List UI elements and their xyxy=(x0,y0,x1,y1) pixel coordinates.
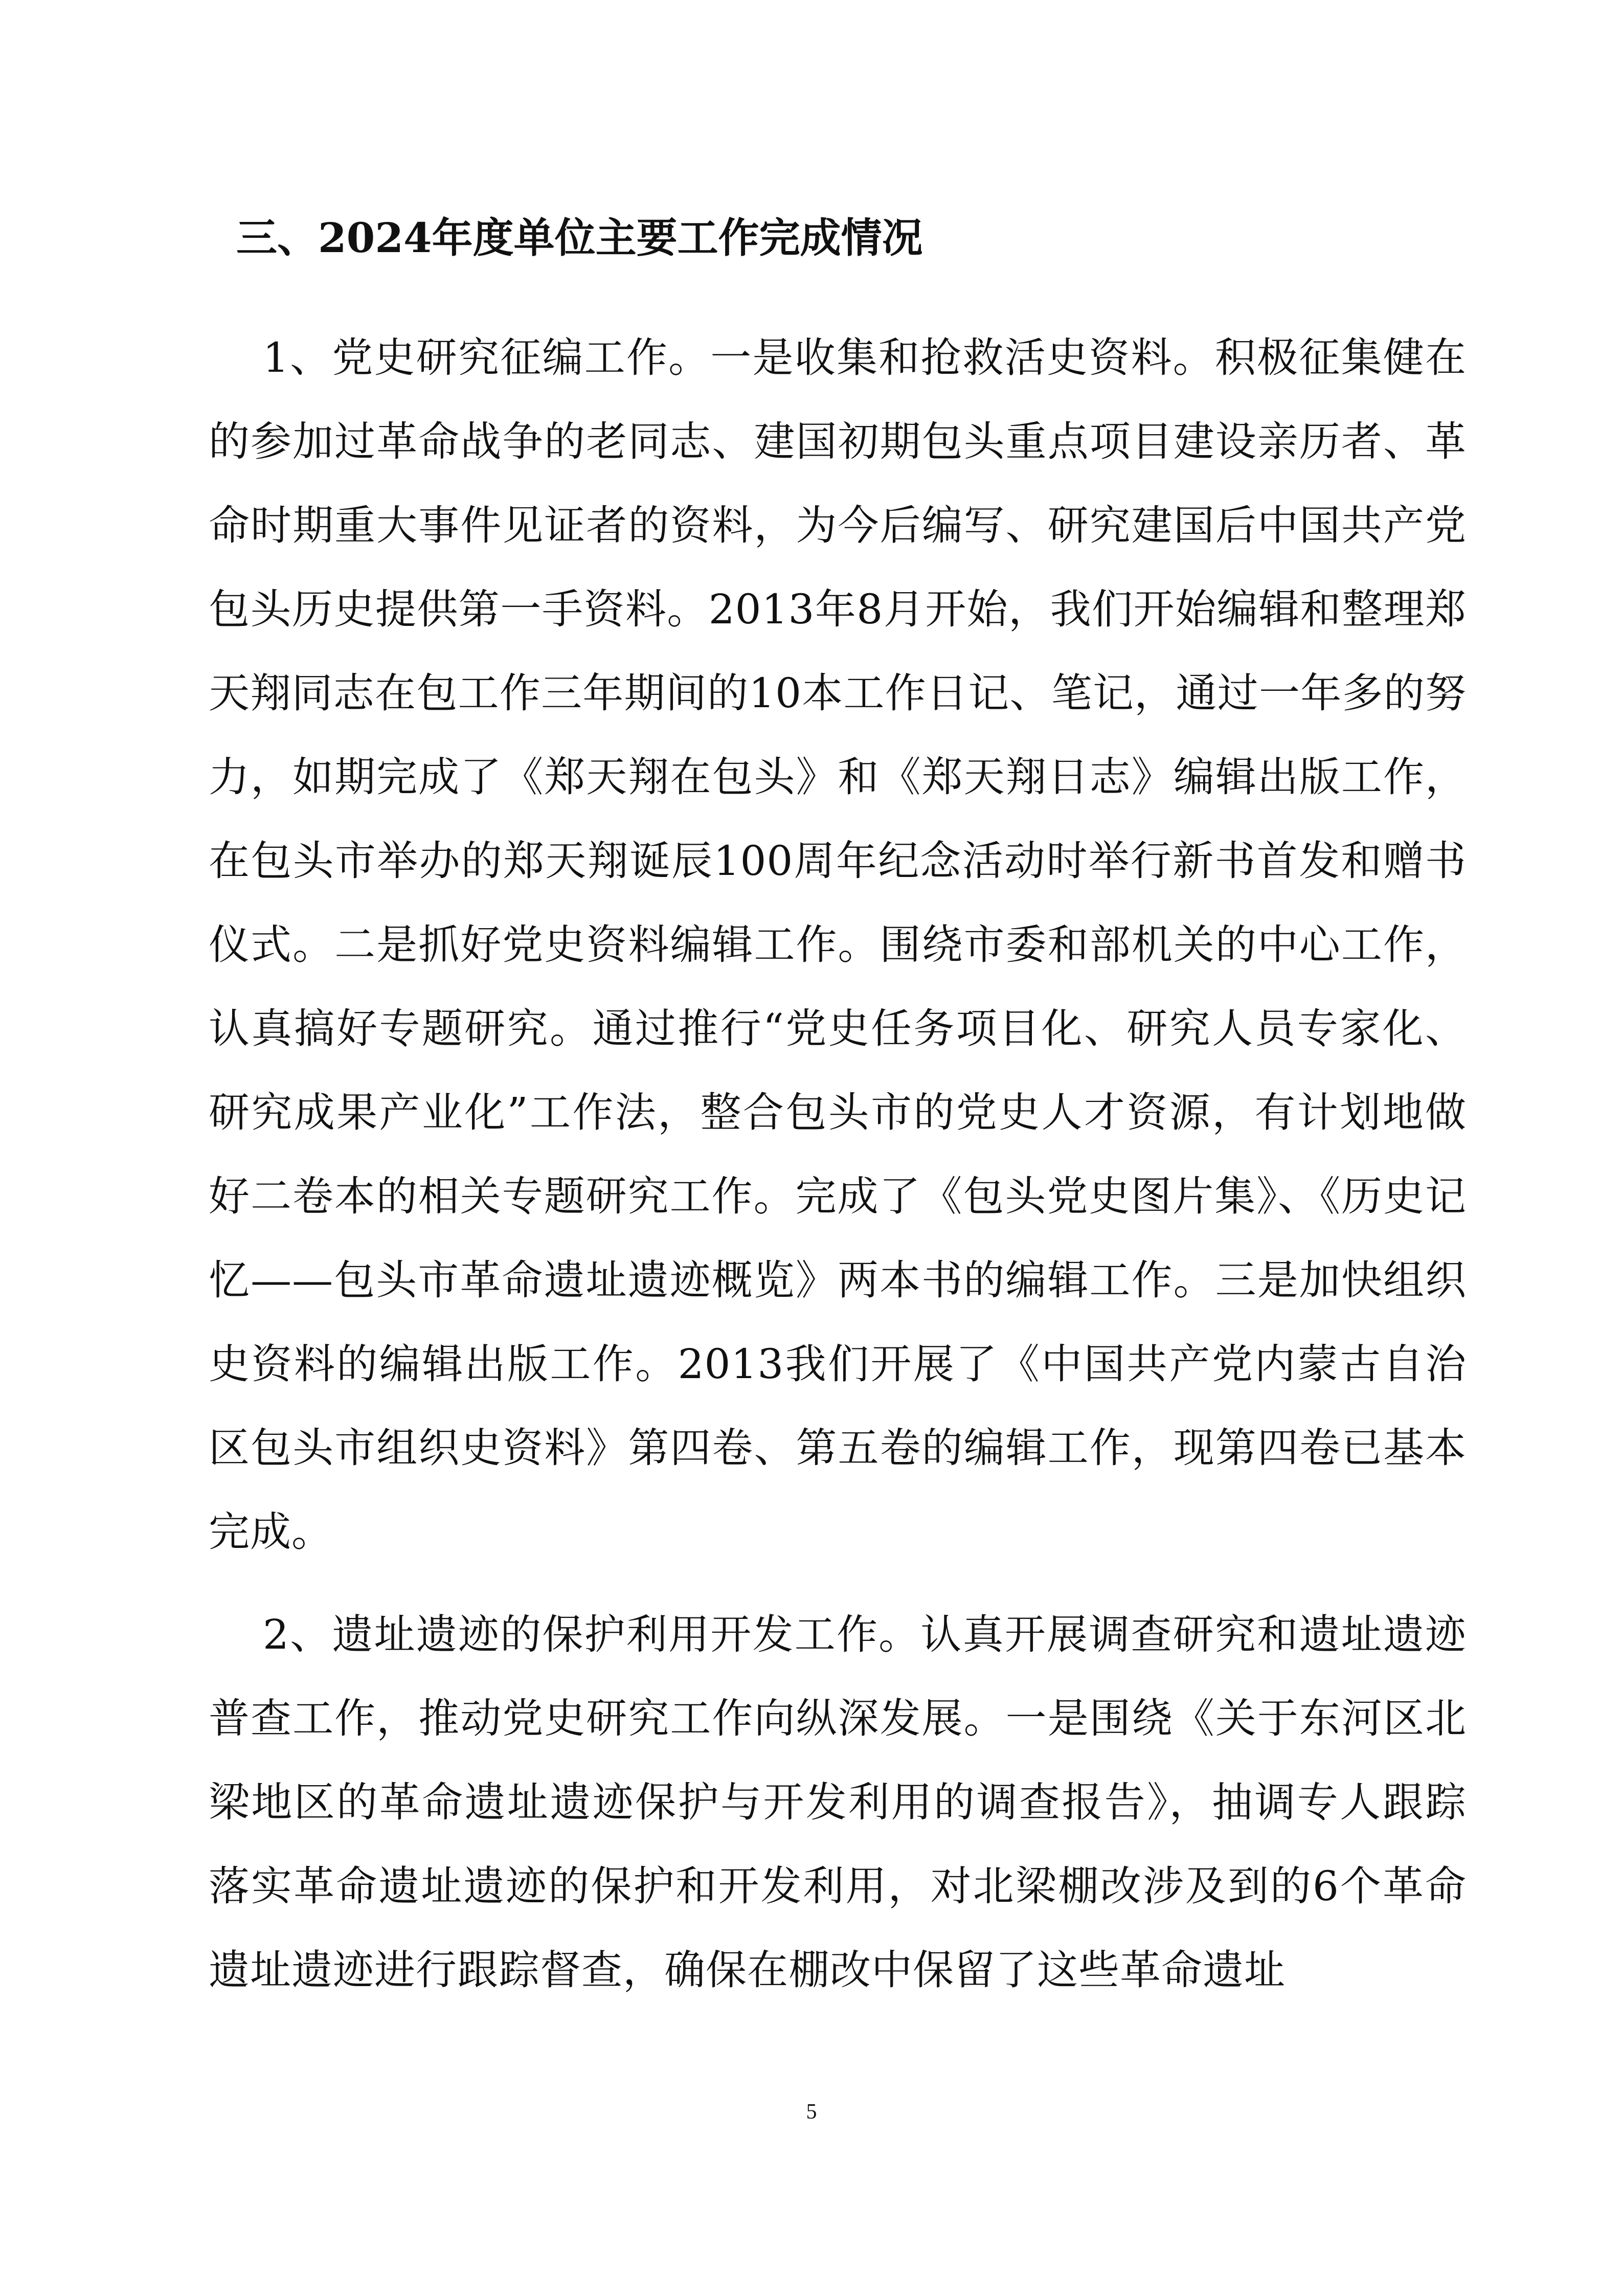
section-heading: 三、2024年度单位主要工作完成情况 xyxy=(236,214,923,262)
paragraph-heritage-site-protection: 2、遗址遗迹的保护利用开发工作。认真开展调查研究和遗址遗迹普查工作，推动党史研究工作向纵深发展。一是围绕《关于东河区北梁地区的革命遗址遗迹保护与开发利用的调查报告》，抽调专人跟踪落实革命遗址遗迹的保护和开发利用，对北梁棚改涉及到的6个革命遗址遗迹进行跟踪督查，确保在棚改中保留了这些革命遗址 xyxy=(209,1611,1467,1994)
paragraph-party-history-compilation: 1、党史研究征编工作。一是收集和抢救活史资料。积极征集健在的参加过革命战争的老同志、建国初期包头重点项目建设亲历者、革命时期重大事件见证者的资料，为今后编写、研究建国后中国共产党包头历史提供第一手资料。2013年8月开始，我们开始编辑和整理郑天翔同志在包工作三年期间的10本工作日记、笔记，通过一年多的努力，如期完成了《郑天翔在包头》和《郑天翔日志》编辑出版工作，在包头市举办的郑天翔诞辰100周年纪念活动时举行新书首发和赠书仪式。二是抓好党史资料编辑工作。围绕市委和部机关的中心工作，认真搞好专题研究。通过推行“党史任务项目化、研究人员专家化、研究成果产业化”工作法，整合包头市的党史人才资源，有计划地做好二卷本的相关专题研究工作。完成了《包头党史图片集》、《历史记忆——包头市革命遗址遗迹概览》两本书的编辑工作。三是加快组织史资料的编辑出版工作。2013我们开展了《中国共产党内蒙古自治区包头市组织史资料》第四卷、第五卷的编辑工作，现第四卷已基本完成。 xyxy=(209,334,1467,1556)
page-number: 5 xyxy=(806,2100,817,2124)
